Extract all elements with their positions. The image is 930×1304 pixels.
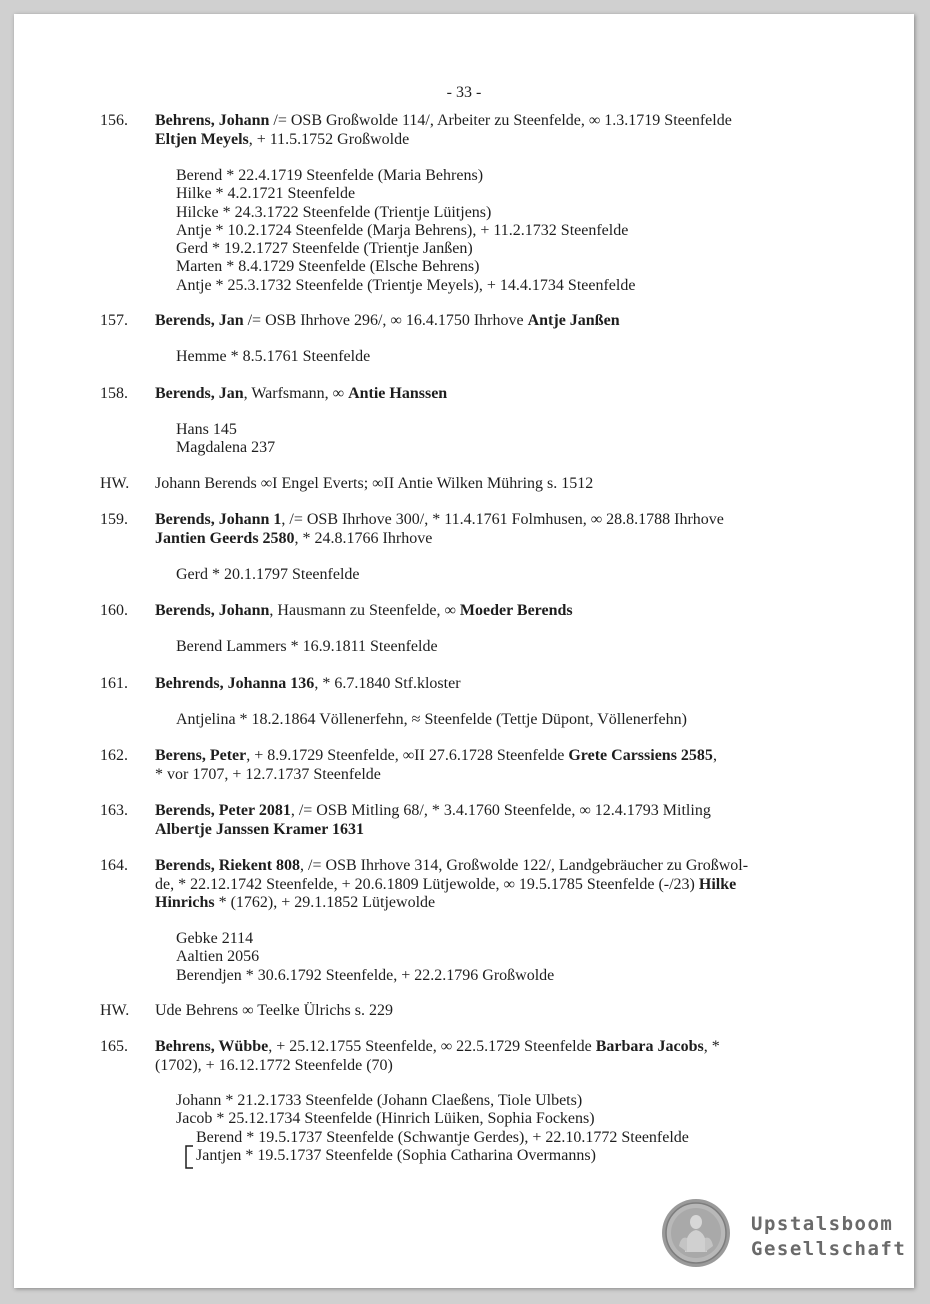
child-line: Berend Lammers * 16.9.1811 Steenfelde — [176, 638, 438, 655]
entry-number: HW. — [100, 475, 130, 492]
spouse-name-cont: Hinrichs — [155, 894, 215, 911]
child-line: Antje * 25.3.1732 Steenfelde (Trientje Meyels), + 14.4.1734 Steenfelde — [176, 276, 636, 294]
entry-name: Berends, Peter 2081 — [155, 802, 291, 819]
spouse-details: * (1762), + 29.1.1852 Lütjewolde — [214, 894, 436, 911]
spouse-name: Grete Carssiens 2585 — [568, 747, 713, 764]
entry-number: 165. — [100, 1038, 128, 1055]
entry-details: , /= OSB Ihrhove 300/, * 11.4.1761 Folmhusen, ∞ 28.8.1788 Ihrhove — [281, 511, 724, 528]
spouse-details: (1702), + 16.12.1772 Steenfelde (70) — [155, 1056, 393, 1074]
child-line: Gebke 2114 — [176, 930, 254, 947]
entry-details: , Hausmann zu Steenfelde, ∞ — [269, 602, 460, 619]
child-line: Hilke * 4.2.1721 Steenfelde — [176, 185, 356, 203]
spouse-name: Antje Janßen — [527, 312, 620, 329]
entry-name: Berends, Johann 1 — [155, 511, 282, 528]
child-line: Magdalena 237 — [176, 439, 276, 457]
children-157 — [176, 348, 876, 366]
children-160 — [176, 638, 876, 656]
entry-number: 163. — [100, 802, 128, 819]
page-number: - 33 - — [446, 84, 482, 101]
child-line: Gerd * 19.2.1727 Steenfelde (Trientje Janßen) — [176, 240, 473, 258]
entry-details: /= OSB Großwolde 114/, Arbeiter zu Steenfelde, ∞ 1.3.1719 Steenfelde — [269, 112, 732, 129]
child-line-twin: Berend * 19.5.1737 Steenfelde (Schwantje Gerdes), + 22.10.1772 Steenfelde — [196, 1128, 689, 1146]
entry-number: 160. — [100, 602, 128, 619]
entry-number: 158. — [100, 385, 128, 402]
entry-number: 164. — [100, 857, 128, 874]
children-164 — [176, 930, 876, 985]
entry-number: 159. — [100, 511, 128, 528]
child-line: Jacob * 25.12.1734 Steenfelde (Hinrich Lüiken, Sophia Fockens) — [176, 1110, 595, 1128]
child-line: Gerd * 20.1.1797 Steenfelde — [176, 566, 360, 583]
spouse-name: Albertje Janssen Kramer 1631 — [155, 820, 364, 838]
children-159 — [176, 566, 876, 584]
entry-name: Berens, Peter — [155, 747, 247, 764]
spouse-name: Jantien Geerds 2580 — [155, 529, 295, 547]
twin-bracket-icon — [185, 1145, 193, 1169]
entry-number: HW. — [100, 1002, 130, 1019]
children-156 — [176, 167, 876, 295]
spouse-details: * vor 1707, + 12.7.1737 Steenfelde — [155, 765, 381, 783]
society-name — [751, 1212, 906, 1262]
entry-number: 162. — [100, 747, 128, 764]
entry-name: Berends, Jan — [155, 385, 244, 402]
entry-name: Behrens, Wübbe — [155, 1038, 269, 1055]
entry-details: , * 6.7.1840 Stf.kloster — [314, 675, 461, 692]
entry-name: Behrens, Johann — [155, 112, 270, 129]
entry-details: , + 8.9.1729 Steenfelde, ∞II 27.6.1728 Steenfelde — [246, 747, 569, 764]
entry-name: Behrends, Johanna 136 — [155, 675, 315, 692]
entry-details: Ude Behrens ∞ Teelke Ülrichs s. 229 — [155, 1002, 393, 1019]
entry-details: , Warfsmann, ∞ — [243, 385, 349, 402]
punctuation: , — [712, 747, 717, 764]
spouse-name: Eltjen Meyels — [155, 130, 249, 148]
entry-details: , /= OSB Ihrhove 314, Großwolde 122/, Landgebräucher zu Großwol- — [300, 857, 749, 874]
entry-details: /= OSB Ihrhove 296/, ∞ 16.4.1750 Ihrhove — [243, 312, 528, 329]
spouse-name: Hilke — [698, 875, 737, 893]
punctuation: , * — [703, 1038, 720, 1055]
spouse-name: Barbara Jacobs — [595, 1038, 704, 1055]
child-line: Marten * 8.4.1729 Steenfelde (Elsche Behrens) — [176, 258, 480, 276]
child-line: Aaltien 2056 — [176, 948, 260, 966]
children-158 — [176, 421, 876, 458]
child-line: Berendjen * 30.6.1792 Steenfelde, + 22.2.1796 Großwolde — [176, 966, 555, 984]
entry-details: Johann Berends ∞I Engel Everts; ∞II Antie Wilken Mühring s. 1512 — [155, 475, 594, 492]
child-line: Hans 145 — [176, 421, 237, 438]
child-line: Antje * 10.2.1724 Steenfelde (Marja Behrens), + 11.2.1732 Steenfelde — [176, 221, 629, 239]
child-line: Antjelina * 18.2.1864 Völlenerfehn, ≈ Steenfelde (Tettje Düpont, Völlenerfehn) — [176, 711, 687, 728]
entry-name: Berends, Jan — [155, 312, 244, 329]
children-165 — [176, 1092, 876, 1165]
entry-details: , + 25.12.1755 Steenfelde, ∞ 22.5.1729 Steenfelde — [268, 1038, 596, 1055]
entry-number: 157. — [100, 312, 128, 329]
entry-name: Berends, Riekent 808 — [155, 857, 301, 874]
child-line: Hilcke * 24.3.1722 Steenfelde (Trientje Lüitjens) — [176, 203, 492, 221]
spouse-details: , + 11.5.1752 Großwolde — [248, 130, 410, 148]
society-seal-icon — [661, 1198, 731, 1268]
org-line: Upstalsboom — [751, 1213, 894, 1235]
entry-number: 161. — [100, 675, 128, 692]
entry-details-2: de, * 22.12.1742 Steenfelde, + 20.6.1809 Lütjewolde, ∞ 19.5.1785 Steenfelde (-/23) — [155, 875, 699, 893]
document-page — [14, 14, 914, 1288]
spouse-name: Antie Hanssen — [348, 385, 448, 402]
spouse-details: , * 24.8.1766 Ihrhove — [294, 529, 433, 547]
child-line: Hemme * 8.5.1761 Steenfelde — [176, 348, 371, 365]
child-line: Johann * 21.2.1733 Steenfelde (Johann Claeßens, Tiole Ulbets) — [176, 1092, 583, 1109]
org-line: Gesellschaft — [751, 1238, 907, 1260]
children-161 — [176, 711, 876, 729]
spouse-name: Moeder Berends — [459, 602, 573, 619]
child-line: Berend * 22.4.1719 Steenfelde (Maria Behrens) — [176, 167, 484, 184]
entry-details: , /= OSB Mitling 68/, * 3.4.1760 Steenfelde, ∞ 12.4.1793 Mitling — [290, 802, 711, 819]
child-line-twin: Jantjen * 19.5.1737 Steenfelde (Sophia Catharina Overmanns) — [196, 1146, 596, 1164]
entry-number: 156. — [100, 112, 128, 129]
entry-name: Berends, Johann — [155, 602, 270, 619]
